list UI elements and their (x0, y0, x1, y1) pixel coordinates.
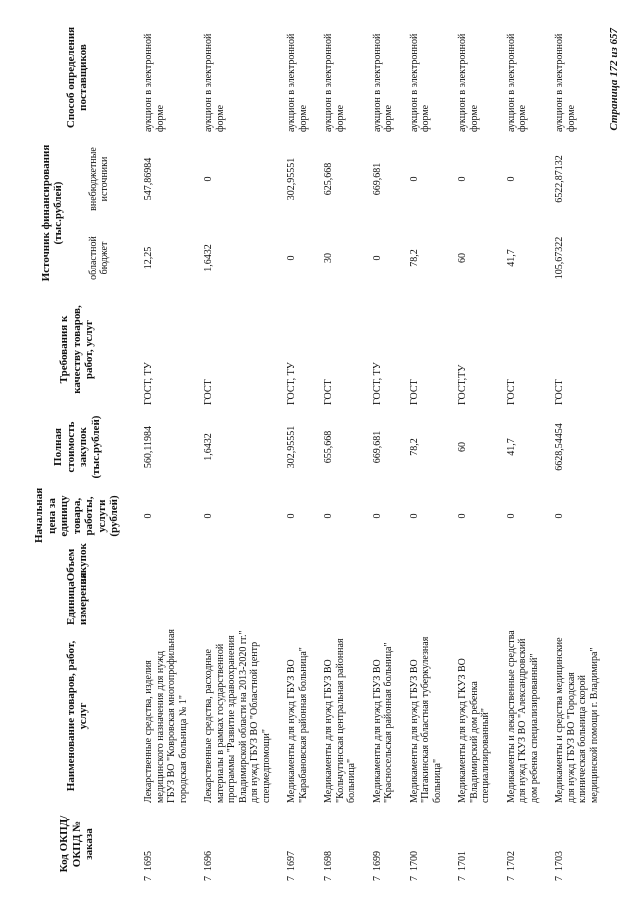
header-finance-regional: областной бюджет (88, 236, 110, 280)
header-name: Наименование товаров, работ, услуг (64, 640, 89, 792)
item-volume (497, 545, 546, 585)
item-price: 0 (505, 513, 517, 519)
item-volume (363, 545, 400, 585)
item-price: 0 (143, 513, 154, 519)
item-quality: ГОСТ (554, 379, 565, 405)
table-body (134, 21, 605, 883)
item-unit (545, 585, 605, 627)
header-finance-extra: внебюджетные источники (88, 147, 110, 211)
header-code: Код ОКПД/ ОКПД № заказа (58, 815, 96, 873)
order-code: 71702 (505, 851, 517, 881)
table-row (400, 21, 449, 883)
header-volume: Объем закупок (64, 543, 89, 583)
item-unit (497, 585, 546, 627)
item-name: Медикаменты и средства медицинские для нужд ГБУЗ ВО "Городская клиническая больница скорой медицинской помощи г. Владимира" (554, 637, 600, 803)
item-name: Медикаменты для нужд ГБУЗ ВО "Красносельская районная больница" (371, 642, 394, 803)
order-code: 71697 (286, 851, 297, 881)
item-total: 6628,54454 (554, 423, 565, 471)
item-method: аукцион в электронной форме (286, 33, 309, 132)
item-quality: ГОСТ,ТУ (457, 364, 468, 405)
header-unit: Единица измерения (64, 572, 89, 625)
item-volume (277, 545, 314, 585)
item-regional: 105,67322 (554, 236, 565, 280)
order-code: 71699 (371, 851, 383, 881)
item-price: 0 (371, 513, 383, 519)
item-total: 78,2 (408, 438, 420, 456)
item-unit (134, 585, 194, 627)
item-quality: ГОСТ (505, 379, 517, 405)
table-row (448, 21, 497, 883)
header-quality: Требования к качеству товаров, работ, услуг (58, 305, 96, 394)
header-total: Полная стоимость закупок (тыс.рублей) (52, 415, 102, 479)
order-code: 71701 (457, 851, 468, 881)
item-regional: 30 (323, 253, 334, 263)
item-total: 41,7 (505, 438, 517, 456)
item-total: 60 (457, 442, 468, 452)
item-extra: 547,86984 (143, 157, 154, 201)
item-price: 0 (203, 513, 214, 519)
item-method: аукцион в электронной форме (408, 33, 431, 132)
item-name: Медикаменты для нужд ГБУЗ ВО "Кольчугинская центральная районная больница" (323, 638, 357, 803)
item-regional: 41,7 (505, 249, 517, 267)
item-extra: 0 (203, 176, 214, 182)
item-extra: 0 (505, 176, 517, 182)
item-price: 0 (323, 513, 334, 519)
item-extra: 0 (408, 176, 420, 182)
item-price: 0 (457, 513, 468, 519)
item-unit (194, 585, 277, 627)
order-code: 71700 (408, 851, 420, 881)
item-name: Лекарственные средства, изделия медицинского назначения для нужд ГБУЗ ВО "Ковровская многопрофильная городская больница № 1" (143, 629, 189, 803)
item-total: 655,668 (323, 430, 334, 464)
item-method: аукцион в электронной форме (143, 33, 166, 132)
item-extra: 302,95551 (286, 157, 297, 201)
item-method: аукцион в электронной форме (203, 33, 226, 132)
table-header (20, 21, 134, 883)
item-volume (134, 545, 194, 585)
item-method: аукцион в электронной форме (554, 33, 577, 132)
item-extra: 625,668 (323, 162, 334, 196)
item-method: аукцион в электронной форме (323, 33, 346, 132)
header-method: Способ определения поставщиков (64, 26, 89, 129)
item-quality: ГОСТ (408, 379, 420, 405)
item-volume (400, 545, 449, 585)
item-regional: 0 (371, 255, 383, 261)
item-regional: 78,2 (408, 249, 420, 267)
item-total: 669,681 (371, 430, 383, 464)
table-row (277, 21, 314, 883)
item-method: аукцион в электронной форме (371, 33, 394, 132)
table-row (497, 21, 546, 883)
item-name: Медикаменты для нужд ГКУЗ ВО "Владимирский дом ребенка специализированный" (457, 658, 491, 803)
table-row (314, 21, 363, 883)
item-volume (194, 545, 277, 585)
item-quality: ГОСТ, ТУ (143, 362, 154, 405)
order-code: 71696 (203, 851, 214, 881)
table-row (134, 21, 194, 883)
item-extra: 0 (457, 176, 468, 182)
item-method: аукцион в электронной форме (457, 33, 480, 132)
item-name: Медикаменты и лекарственные средства для нужд ГКУЗ ВО "Александровский дом ребенка специализированный" (505, 630, 540, 803)
table-row (545, 21, 605, 883)
item-volume (545, 545, 605, 585)
order-code: 71695 (143, 851, 154, 881)
item-price: 0 (286, 513, 297, 519)
item-unit (314, 585, 363, 627)
table-row (363, 21, 400, 883)
item-quality: ГОСТ (203, 379, 214, 405)
header-finance: Источник финансирования (тыс.рублей) (39, 144, 64, 282)
item-unit (400, 585, 449, 627)
item-method: аукцион в электронной форме (505, 33, 528, 132)
order-code: 71703 (554, 851, 565, 881)
item-price: 0 (408, 513, 420, 519)
table-row (194, 21, 277, 883)
item-total: 1,6432 (203, 433, 214, 461)
item-regional: 12,25 (143, 246, 154, 270)
item-volume (448, 545, 497, 585)
item-extra: 6522,87132 (554, 155, 565, 203)
order-code: 71698 (323, 851, 334, 881)
item-name: Лекарственные средства, расходные материалы в рамках государственной программы "Развитие здравоохранения Владимирской области на 2013-2020 гг." для нужд ГБУЗ ВО "Областной центр спецмедпомощи" (203, 630, 272, 803)
item-total: 302,95551 (286, 425, 297, 469)
item-unit (448, 585, 497, 627)
item-unit (363, 585, 400, 627)
procurement-table (20, 21, 605, 883)
item-volume (314, 545, 363, 585)
item-regional: 0 (286, 255, 297, 261)
item-price: 0 (554, 513, 565, 519)
item-total: 560,11984 (143, 425, 154, 469)
item-quality: ГОСТ (323, 379, 334, 405)
header-price: Начальная цена за единицу товара, работы, услуги (рублей) (33, 487, 121, 543)
item-quality: ГОСТ, ТУ (286, 362, 297, 405)
item-quality: ГОСТ, ТУ (371, 362, 383, 405)
item-unit (277, 585, 314, 627)
item-extra: 669,681 (371, 162, 383, 196)
item-regional: 1,6432 (203, 244, 214, 272)
page-number: Страница 172 из 657 (608, 28, 620, 131)
item-name: Медикаменты для нужд ГБУЗ ВО "Патакинская областная туберкулезная больница" (408, 636, 443, 803)
item-name: Медикаменты для нужд ГБУЗ ВО "Карабановская районная больница" (286, 647, 309, 803)
item-regional: 60 (457, 253, 468, 263)
